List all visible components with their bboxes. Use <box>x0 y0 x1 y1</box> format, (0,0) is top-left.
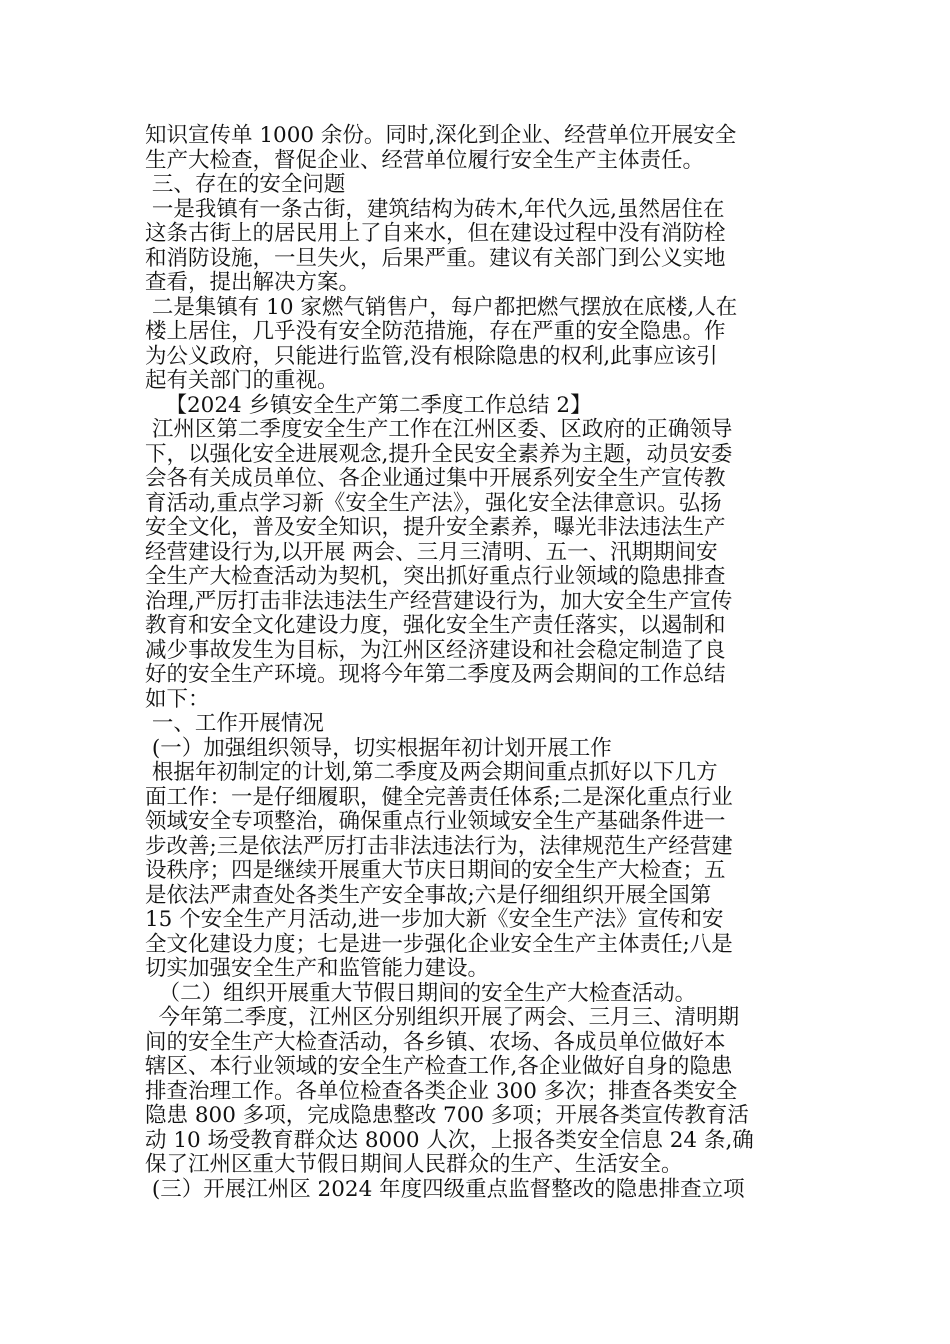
text-line: 步改善;三是依法严厉打击非法违法行为，法律规范生产经营建 <box>145 833 733 859</box>
text-line: 知识宣传单 1000 余份。同时,深化到企业、经营单位开展安全 <box>145 123 737 148</box>
subsection-heading: (一）加强组织领导，切实根据年初计划开展工作 <box>145 735 612 761</box>
section-heading: 一、工作开展情况 <box>145 711 324 736</box>
text-line: 今年第二季度，江州区分别组织开展了两会、三月三、清明期 <box>145 1005 740 1030</box>
document-title: 【2024 乡镇安全生产第二季度工作总结 2】 <box>145 392 592 418</box>
text-line: 为公义政府，只能进行监管,没有根除隐患的权利,此事应该引 <box>145 343 718 369</box>
text-line: 治理,严厉打击非法违法生产经营建设行为，加大安全生产宣传 <box>145 588 733 614</box>
text-line: 面工作：一是仔细履职，健全完善责任体系;二是深化重点行业 <box>145 784 733 810</box>
text-line: 安全文化，普及安全知识，提升安全素养，曝光非法违法生产 <box>145 515 726 540</box>
text-line: 如下： <box>145 686 210 712</box>
text-line: 排查治理工作。各单位检查各类企业 300 多次；排查各类安全 <box>145 1078 738 1104</box>
text-line: 江州区第二季度安全生产工作在江州区委、区政府的正确领导 <box>145 417 733 442</box>
text-line: 二是集镇有 10 家燃气销售户，每户都把燃气摆放在底楼,人在 <box>145 294 738 320</box>
text-line: 楼上居住，几乎没有安全防范措施，存在严重的安全隐患。作 <box>145 319 726 344</box>
text-line: 全生产大检查活动为契机，突出抓好重点行业领域的隐患排查 <box>145 564 726 589</box>
text-line: 全文化建设力度；七是进一步强化企业安全生产主体责任;八是 <box>145 931 733 957</box>
text-line: 育活动,重点学习新《安全生产法》，强化安全法律意识。弘扬 <box>145 490 722 516</box>
text-line: 是依法严肃查处各类生产安全事故;六是仔细组织开展全国第 <box>145 882 712 908</box>
text-line: 切实加强安全生产和监管能力建设。 <box>145 956 490 981</box>
text-line: 和消防设施，一旦失火，后果严重。建议有关部门到公义实地 <box>145 245 726 271</box>
text-line: 起有关部门的重视。 <box>145 368 339 393</box>
text-line: 隐患 800 多项，完成隐患整改 700 多项；开展各类宣传教育活 <box>145 1103 749 1128</box>
text-line: 会各有关成员单位、各企业通过集中开展系列安全生产宣传教 <box>145 466 726 491</box>
text-line: 保了江州区重大节假日期间人民群众的生产、生活安全。 <box>145 1152 683 1177</box>
text-line: 一是我镇有一条古街，建筑结构为砖木,年代久远,虽然居住在 <box>145 196 725 222</box>
text-line: 设秩序；四是继续开展重大节庆日期间的安全生产大检查；五 <box>145 858 726 883</box>
text-line: 领域安全专项整治，确保重点行业领域安全生产基础条件进一 <box>145 809 726 834</box>
text-line: 根据年初制定的计划,第二季度及两会期间重点抓好以下几方 <box>145 760 718 785</box>
section-heading: 三、存在的安全问题 <box>145 172 346 197</box>
text-line: 辖区、本行业领域的安全生产检查工作,各企业做好自身的隐患 <box>145 1054 733 1079</box>
document-body <box>145 124 810 1202</box>
text-line: 经营建设行为,以开展 两会、三月三清明、五一、汛期期间安 <box>145 539 718 565</box>
text-line: 15 个安全生产月活动,进一步加大新《安全生产法》宣传和安 <box>145 907 724 932</box>
text-line: 这条古街上的居民用上了自来水，但在建设过程中没有消防栓 <box>145 221 726 246</box>
subsection-heading: （二）组织开展重大节假日期间的安全生产大检查活动。 <box>145 980 697 1006</box>
text-line: 减少事故发生为目标，为江州区经济建设和社会稳定制造了良 <box>145 637 726 663</box>
text-line: 好的安全生产环境。现将今年第二季度及两会期间的工作总结 <box>145 662 726 687</box>
subsection-heading: (三）开展江州区 2024 年度四级重点监督整改的隐患排查立项 <box>145 1176 745 1202</box>
text-line: 动 10 场受教育群众达 8000 人次，上报各类安全信息 24 条,确 <box>145 1127 754 1153</box>
text-line: 查看，提出解决方案。 <box>145 270 361 295</box>
text-line: 间的安全生产大检查活动，各乡镇、农场、各成员单位做好本 <box>145 1029 726 1055</box>
text-line: 下，以强化安全进展观念,提升全民安全素养为主题，动员安委 <box>145 441 733 467</box>
text-line: 教育和安全文化建设力度，强化安全生产责任落实，以遏制和 <box>145 613 726 638</box>
text-line: 生产大检查，督促企业、经营单位履行安全生产主体责任。 <box>145 147 705 173</box>
